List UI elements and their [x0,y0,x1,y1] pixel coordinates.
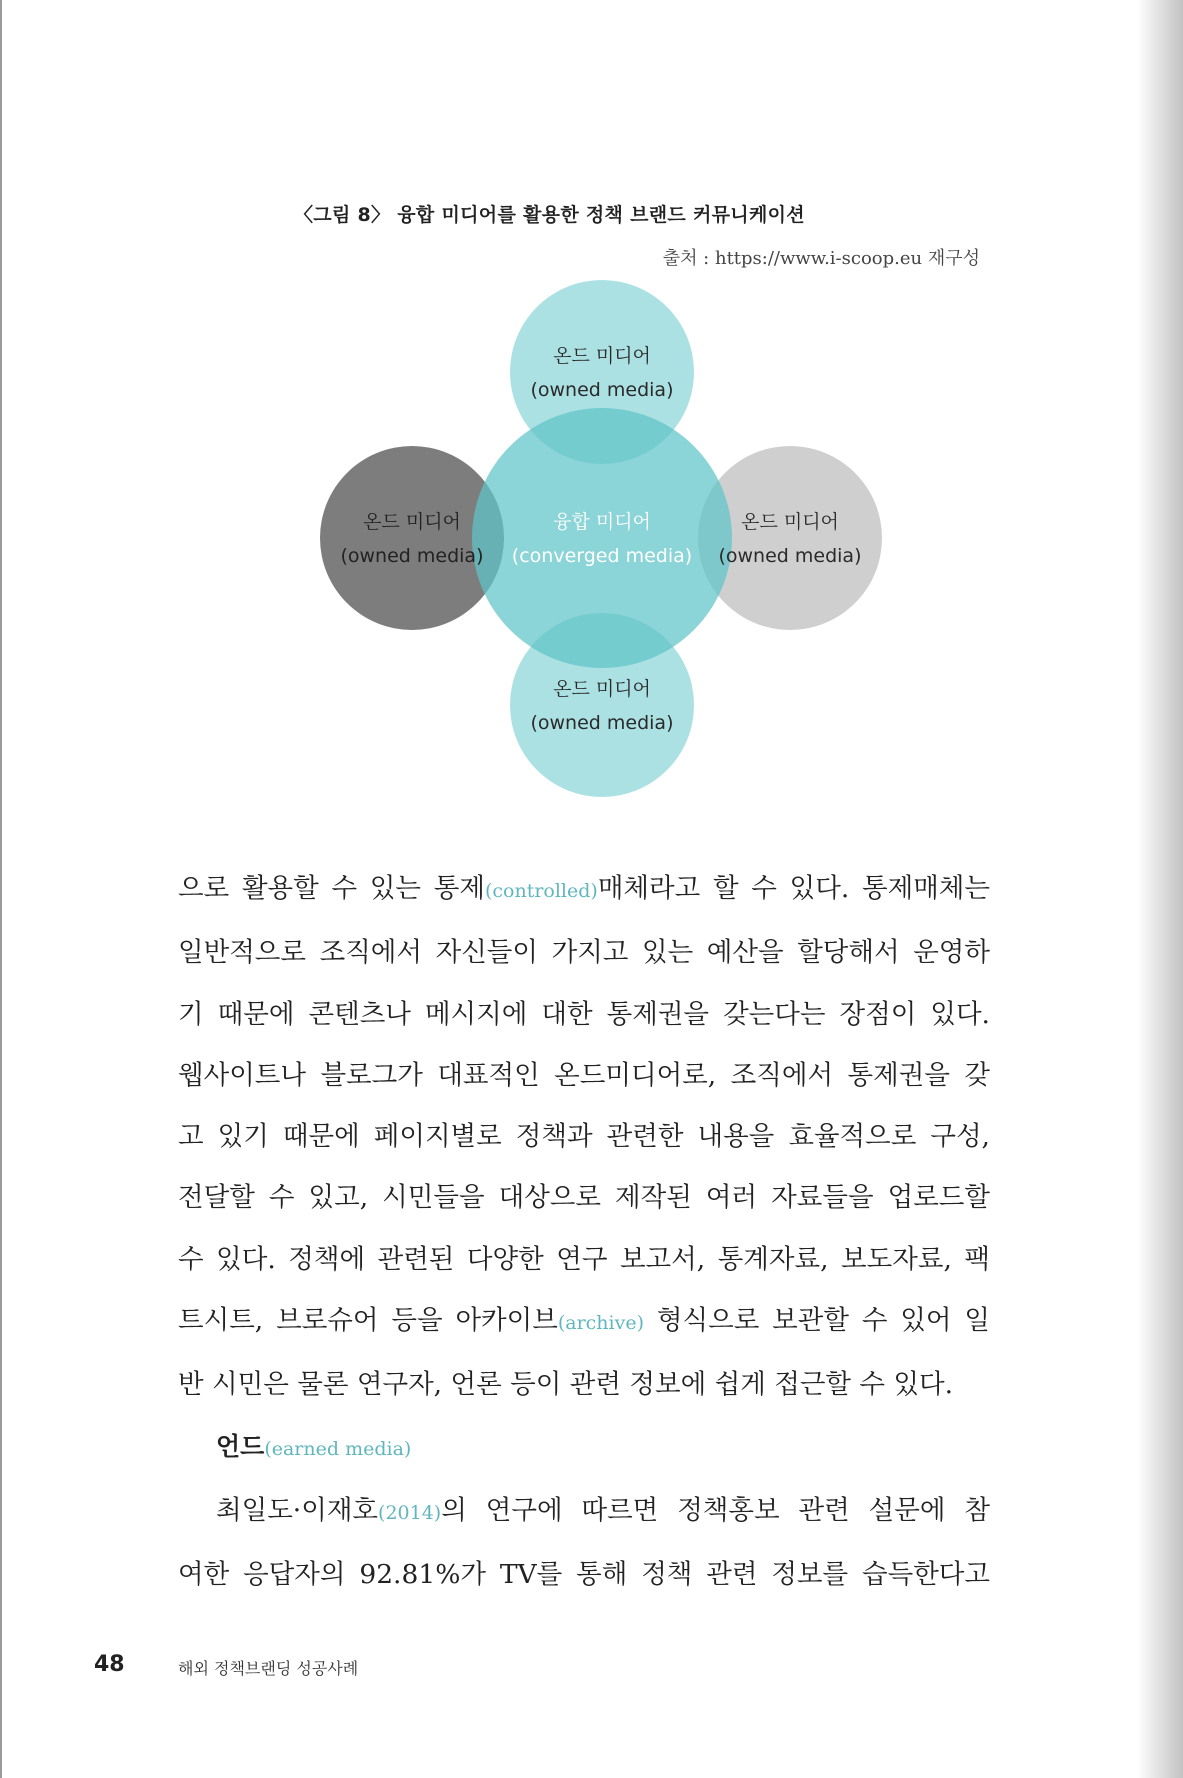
text-line: 일반적으로 조직에서 자신들이 가지고 있는 예산을 할당해서 운영하 [178,937,990,969]
gloss-year: (2014) [378,1501,442,1524]
body-text [178,858,990,1606]
circle-right-label-2: (owned media) [718,545,862,567]
circle-right-label-1: 온드 미디어 [741,511,839,533]
figure-source: 출처 : https://www.i-scoop.eu 재구성 [662,248,980,269]
circle-top-label-2: (owned media) [530,379,674,401]
text-line: 기 때문에 콘텐츠나 메시지에 대한 통제권을 갖는다는 장점이 있다. [178,998,990,1030]
circle-bottom-label-2: (owned media) [530,712,674,734]
section-heading [178,1416,990,1480]
text-line: 트시트, 브로슈어 등을 아카이브(archive) 형식으로 보관할 수 있어 일 [178,1305,990,1337]
section-heading-text: 언드 [216,1431,265,1461]
text-line: 최일도·이재호(2014)의 연구에 따르면 정책홍보 관련 설문에 참 [216,1494,990,1526]
text-line: 전달할 수 있고, 시민들을 대상으로 제작된 여러 자료들을 업로드할 [178,1182,990,1214]
figure-caption: 〈그림 8〉 융합 미디어를 활용한 정책 브랜드 커뮤니케이션 [294,204,805,226]
circle-bottom-label-1: 온드 미디어 [553,678,651,700]
gloss-controlled: (controlled) [484,880,598,902]
page-number: 48 [94,1652,125,1677]
text-line: 으로 활용할 수 있는 통제(controlled)매체라고 할 수 있다. 통제매체는 [178,873,991,904]
text-line: 반 시민은 물론 연구자, 언론 등이 관련 정보에 쉽게 접근할 수 있다. [178,1369,954,1401]
gloss-archive: (archive) [557,1312,645,1335]
running-footer-title: 해외 정책브랜딩 성공사례 [178,1659,359,1678]
circle-center-label-2: (converged media) [511,545,693,567]
circle-top-label-1: 온드 미디어 [553,345,651,367]
text-line: 웹사이트나 블로그가 대표적인 온드미디어로, 조직에서 통제권을 갖 [178,1059,990,1091]
gloss-earned-media: (earned media) [264,1437,412,1460]
circle-left-label-1: 온드 미디어 [363,511,461,533]
circle-center-label-1: 융합 미디어 [553,511,651,533]
text-line: 고 있기 때문에 페이지별로 정책과 관련한 내용을 효율적으로 구성, [178,1121,990,1153]
circle-left-label-2: (owned media) [340,545,484,567]
converged-media-diagram [2,0,1183,820]
circle-center [472,408,732,668]
text-line: 수 있다. 정책에 관련된 다양한 연구 보고서, 통계자료, 보도자료, 팩 [178,1243,990,1275]
text-line: 여한 응답자의 92.81%가 TV를 통해 정책 관련 정보를 습득한다고 [178,1559,990,1591]
